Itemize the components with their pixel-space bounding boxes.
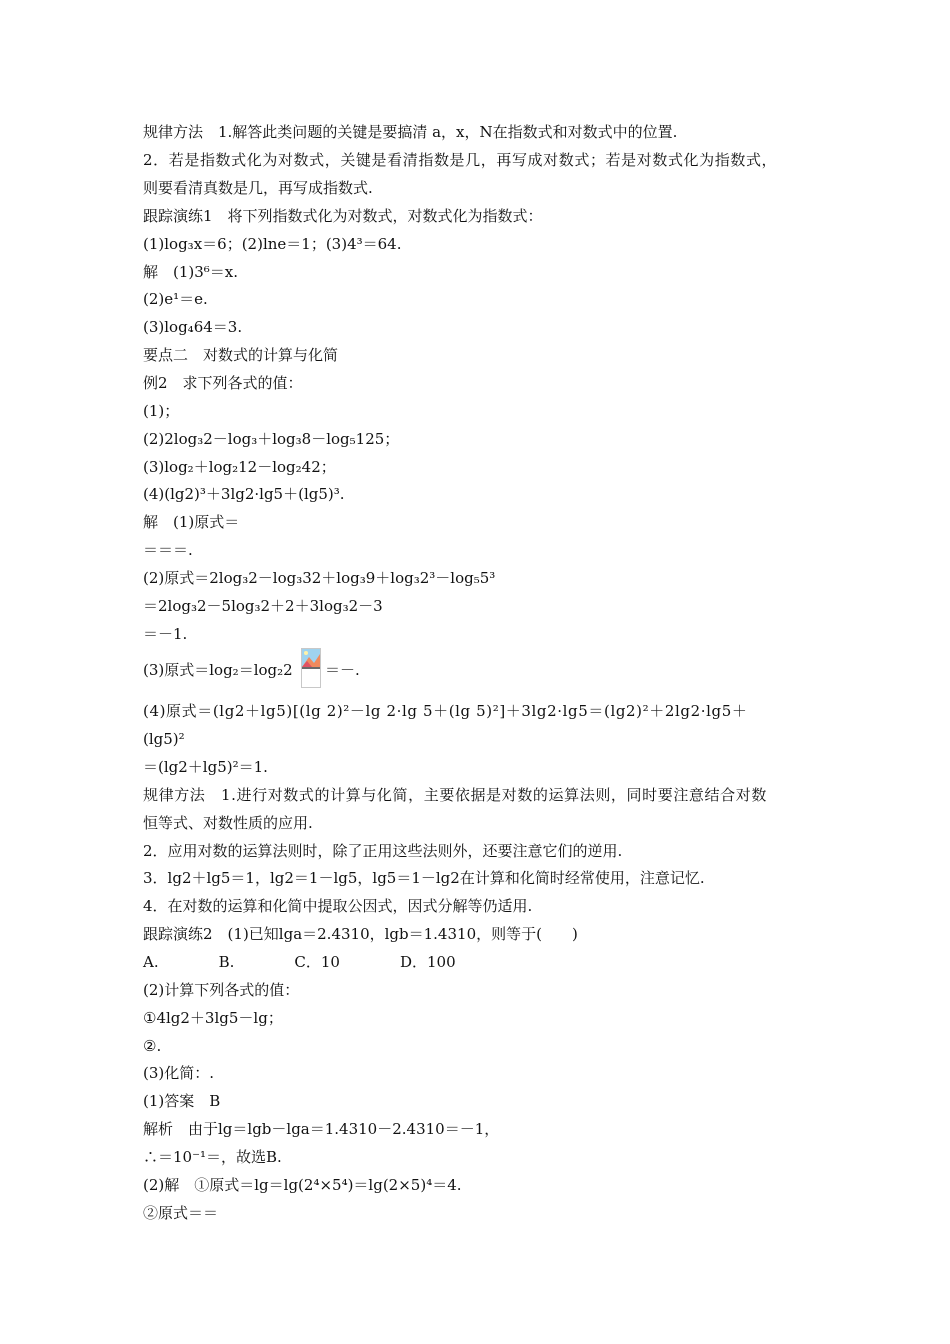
- text-line: (2)e¹＝e.: [143, 290, 208, 308]
- text-line: 4．在对数的运算和化简中提取公因式，因式分解等仍适用.: [143, 897, 533, 915]
- text-line: (1)log₃x＝6；(2)lne＝1；(3)4³＝64.: [143, 235, 402, 253]
- text-line: ＝－1.: [143, 625, 188, 643]
- text-line: (4)原式＝(lg2＋lg5)[(lg 2)²－lg 2·lg 5＋(lg 5)²]＋3lg2·lg5＝(lg2)²＋2lg2·lg5＋: [143, 702, 748, 720]
- text-line: 规律方法 1.进行对数式的计算与化简，主要依据是对数的运算法则，同时要注意结合对数: [143, 786, 767, 804]
- section-heading: 要点二 对数式的计算与化简: [143, 346, 339, 364]
- text-line: (2)原式＝2log₃2－log₃32＋log₃9＋log₃2³－log₅5³: [143, 569, 496, 587]
- text-line: (lg5)²: [143, 730, 185, 748]
- text-line: ①4lg2＋3lg5－lg；: [143, 1009, 283, 1027]
- text-line: (1)；: [143, 402, 180, 420]
- text-line: 跟踪演练2 (1)已知lga＝2.4310，lgb＝1.4310，则等于( ): [143, 925, 578, 943]
- text-line: 规律方法 1.解答此类问题的关键是要搞清 a，x，N在指数式和对数式中的位置.: [143, 123, 678, 141]
- text-line: ②.: [143, 1037, 162, 1055]
- text-line: 恒等式、对数性质的应用.: [143, 814, 313, 832]
- text-line: ∴＝10⁻¹＝，故选B.: [143, 1148, 282, 1166]
- broken-image-icon: [301, 648, 321, 688]
- text-line: ＝－.: [325, 661, 360, 679]
- text-line: ＝＝＝.: [143, 541, 193, 559]
- text-line: 跟踪演练1 将下列指数式化为对数式，对数式化为指数式：: [143, 207, 543, 225]
- text-line: 2．应用对数的运算法则时，除了正用这些法则外，还要注意它们的逆用.: [143, 842, 623, 860]
- text-line: (1)答案 B: [143, 1092, 221, 1110]
- text-line: ②原式＝＝: [143, 1204, 219, 1222]
- text-line: ＝2log₃2－5log₃2＋2＋3log₃2－3: [143, 597, 383, 615]
- answer-options: A. B. C．10 D．100: [143, 953, 456, 971]
- text-line: 例2 求下列各式的值：: [143, 374, 303, 392]
- text-line: (3)化简：.: [143, 1064, 215, 1082]
- text-line: 解析 由于lg＝lgb－lga＝1.4310－2.4310＝－1，: [143, 1120, 500, 1138]
- text-line: (2)解 ①原式＝lg＝lg(2⁴×5⁴)＝lg(2×5)⁴＝4.: [143, 1176, 462, 1194]
- text-line: (3)原式＝log₂＝log₂2: [143, 661, 293, 679]
- text-line: (2)2log₃2－log₃＋log₃8－log₅125；: [143, 430, 400, 448]
- text-line: 解 (1)原式＝: [143, 513, 240, 531]
- text-line: ＝(lg2＋lg5)²＝1.: [143, 758, 268, 776]
- text-line: (2)计算下列各式的值：: [143, 981, 300, 999]
- text-line: 解 (1)3⁶＝x.: [143, 263, 239, 281]
- text-line: (3)log₄64＝3.: [143, 318, 243, 336]
- text-line: 3．lg2＋lg5＝1，lg2＝1－lg5，lg5＝1－lg2在计算和化简时经常使用，注意记忆.: [143, 869, 705, 887]
- text-line: (3)log₂＋log₂12－log₂42；: [143, 458, 336, 476]
- text-line: 2．若是指数式化为对数式，关键是看清指数是几，再写成对数式；若是对数式化为指数式，: [143, 151, 778, 169]
- text-line: (4)(lg2)³＋3lg2·lg5＋(lg5)³.: [143, 485, 345, 503]
- text-line: 则要看清真数是几，再写成指数式.: [143, 179, 373, 197]
